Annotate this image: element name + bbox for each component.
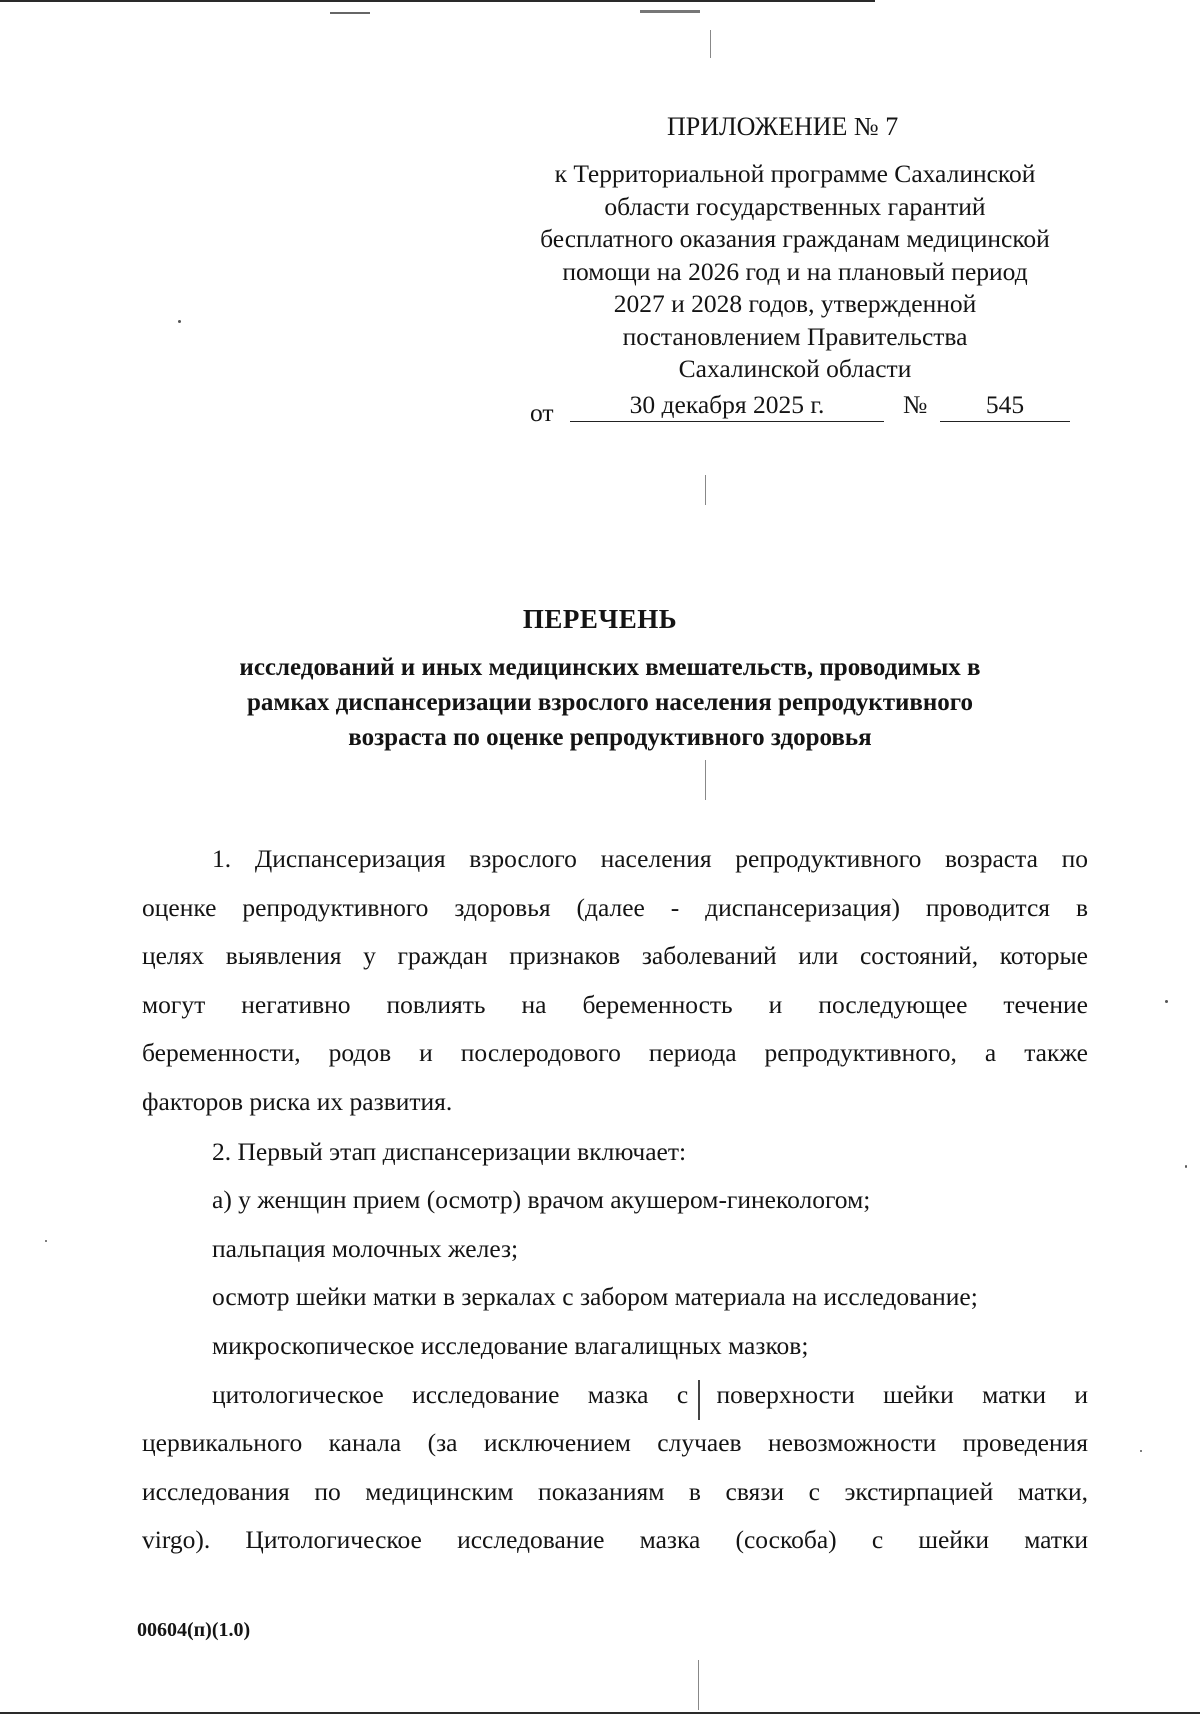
text-line: 2. Первый этап диспансеризации включает: xyxy=(212,1136,687,1166)
text-line: virgo). Цитологическое исследование мазка (соскоба) с шейки матки xyxy=(142,1525,1088,1555)
scan-speck xyxy=(330,12,370,14)
list-item: а) у женщин прием (осмотр) врачом акушером-гинекологом; xyxy=(212,1185,871,1215)
list-item: микроскопическое исследование влагалищных мазков; xyxy=(212,1330,809,1360)
from-label: от xyxy=(530,398,554,427)
scan-speck xyxy=(1140,1450,1142,1452)
appendix-reference xyxy=(505,158,1085,386)
scan-edge-bottom xyxy=(0,1712,1200,1714)
document-title: ПЕРЕЧЕНЬ xyxy=(522,604,678,634)
text-line: 1. Диспансеризация взрослого населения репродуктивного возраста по xyxy=(212,844,1088,873)
list-item: осмотр шейки матки в зеркалах с забором материала на исследование; xyxy=(212,1282,978,1312)
list-item: пальпация молочных желез; xyxy=(212,1233,519,1263)
appendix-title: ПРИЛОЖЕНИЕ № 7 xyxy=(667,112,899,141)
document-code: 00604(п)(1.0) xyxy=(137,1619,251,1641)
appendix-line: к Территориальной программе Сахалинской xyxy=(554,159,1036,188)
subtitle-line: исследований и иных медицинских вмешательств, проводимых в xyxy=(239,654,981,681)
scan-speck xyxy=(1185,1165,1187,1168)
subtitle-line: рамках диспансеризации взрослого населения репродуктивного xyxy=(246,689,974,716)
scan-mark xyxy=(705,475,706,505)
text-line: исследования по медицинским показаниям в связи с экстирпацией матки, xyxy=(142,1476,1088,1506)
document-subtitle xyxy=(150,650,1070,755)
text-line: могут негативно повлиять на беременность и последующее течение xyxy=(142,989,1088,1019)
text-line: оценке репродуктивного здоровья (далее - диспансеризация) проводится в xyxy=(142,892,1088,922)
scan-speck xyxy=(1165,1000,1168,1003)
resolution-number: 545 xyxy=(940,390,1070,422)
appendix-line: помощи на 2026 год и на плановый период xyxy=(562,256,1028,286)
scan-mark xyxy=(705,760,706,800)
text-line: беременности, родов и послеродового периода репродуктивного, а также xyxy=(142,1038,1088,1068)
scan-mark xyxy=(698,1660,699,1710)
appendix-line: Сахалинской области xyxy=(678,354,912,383)
text-line: целях выявления у граждан признаков заболеваний или состояний, которые xyxy=(142,941,1088,971)
subtitle-line: возраста по оценке репродуктивного здоровья xyxy=(348,724,872,751)
scan-speck xyxy=(640,10,700,13)
paragraph-3 xyxy=(142,1371,1088,1565)
scan-speck xyxy=(178,320,181,323)
resolution-date: 30 декабря 2025 г. xyxy=(570,390,884,422)
paragraph-2 xyxy=(142,1128,1088,1371)
scan-speck xyxy=(45,1240,47,1242)
text-line: цитологическое исследование мазка с поверхности шейки матки и xyxy=(212,1379,1088,1409)
scan-mark xyxy=(710,30,711,58)
appendix-line: постановлением Правительства xyxy=(622,321,968,351)
number-label: № xyxy=(903,390,928,419)
resolution-date-row xyxy=(530,390,1090,426)
text-line: факторов риска их развития. xyxy=(142,1086,453,1116)
appendix-line: бесплатного оказания гражданам медицинской xyxy=(540,224,1050,253)
scan-edge-top xyxy=(0,0,875,2)
text-line: цервикального канала (за исключением случаев невозможности проведения xyxy=(142,1428,1088,1458)
appendix-line: области государственных гарантий xyxy=(604,191,986,221)
paragraph-1 xyxy=(142,835,1088,1127)
appendix-line: 2027 и 2028 годов, утвержденной xyxy=(613,289,977,318)
